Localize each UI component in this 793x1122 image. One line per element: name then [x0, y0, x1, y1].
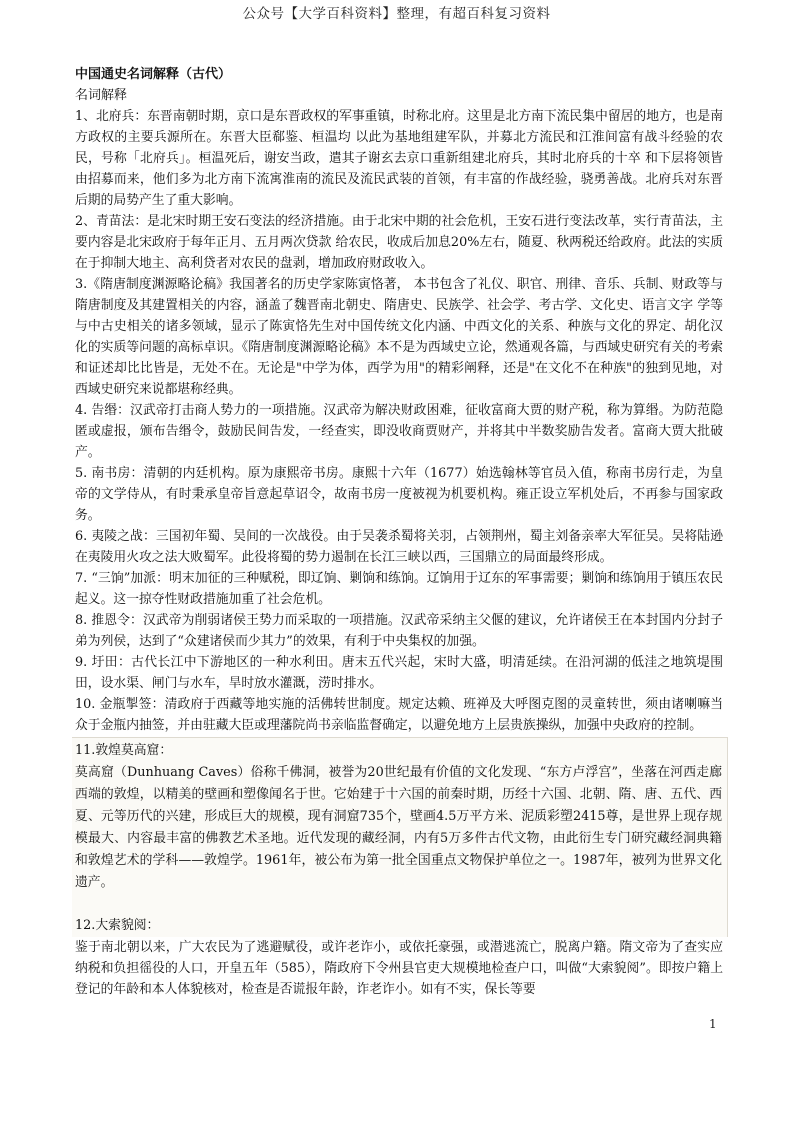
term-entry-8: 8. 推恩令：汉武帝为削弱诸侯王势力而采取的一项措施。汉武帝采纳主父偃的建议，允许诸侯王在本封国内分封子弟为列侯，达到了“众建诸侯而少其力”的效果，有利于中央集权的加强。 [75, 613, 723, 649]
page-number: 1 [709, 1017, 717, 1031]
term-entry-10: 10. 金瓶掣签：清政府于西藏等地实施的活佛转世制度。规定达赖、班禅及大呼图克图的灵童转世，须由诸喇嘛当众于金瓶内抽签，并由驻藏大臣或理藩院尚书亲临监督确定，以避免地方上层贵族操纵，加强中央政府的控制。 [75, 697, 723, 733]
term-entry-4: 4. 告缗：汉武帝打击商人势力的一项措施。汉武帝为解决财政困难，征收富商大贾的财产税，称为算缗。为防范隐匿或虚报，颁布告缗令，鼓励民间告发，一经查实，即没收商贾财产，并将其中半数奖励告发者。富商大贾大批破产。 [75, 403, 723, 460]
term-entry-3: 3.《隋唐制度渊源略论稿》我国著名的历史学家陈寅恪著， 本书包含了礼仪、职官、刑律、音乐、兵制、财政等与隋唐制度及其建置相关的内容，涵盖了魏晋南北朝史、隋唐史、民族学、社会学、考古学、文化史、语言文字 学等与中古史相关的诸多领域，显示了陈寅恪先生对中国传统文化内涵、中西文化的关系、种族与文化的界定、胡化汉化的实质等问题的高标卓识。《隋唐制度渊源略论稿》本不是为西域史立论，然通观各篇，与西域史研究有关的考索和证述却比比皆是，无处不在。无论是"中学为体，西学为用"的精彩阐释，还是"在文化不在种族"的独到见地，对西域史研究来说都堪称经典。 [75, 277, 723, 397]
term-entry-12-heading: 12.大索貌阅： [75, 918, 160, 933]
boxed-entry-mogao [72, 737, 728, 937]
page-header: 公众号【大学百科资料】整理，有超百科复习资料 [242, 6, 551, 22]
term-entry-7: 7. “三饷”加派：明末加征的三种赋税，即辽饷、剿饷和练饷。辽饷用于辽东的军事需要；剿饷和练饷用于镇压农民起义。这一掠夺性财政措施加重了社会危机。 [75, 571, 723, 607]
term-entry-12: 鉴于南北朝以来，广大农民为了逃避赋役，或许老诈小，或依托豪强，或潜逃流亡，脱离户籍。隋文帝为了查实应纳税和负担徭役的人口，开皇五年（585），隋政府下令州县官吏大规模地检查户口，叫做“大索貌阅”。即按户籍上登记的年龄和本人体貌核对，检查是否谎报年龄，诈老诈小。如有不实，保长等要 [75, 940, 723, 997]
document-body [75, 64, 723, 1000]
term-entry-5: 5. 南书房：清朝的内廷机构。原为康熙帝书房。康熙十六年（1677）始选翰林等官员入值，称南书房行走，为皇帝的文学侍从，有时秉承皇帝旨意起草诏令，故南书房一度被视为机要机构。雍正设立军机处后，不再参与国家政务。 [75, 466, 723, 523]
term-entry-2: 2、青苗法：是北宋时期王安石变法的经济措施。由于北宋中期的社会危机，王安石进行变法改革，实行青苗法，主要内容是北宋政府于每年正月、五月两次贷款 给农民，收成后加息20%左右，随夏、秋两税还给政府。此法的实质在于抑制大地主、高利贷者对农民的盘剥，增加政府财政收入。 [75, 214, 723, 271]
spacer [75, 894, 722, 915]
term-entry-11-heading: 11.敦煌莫高窟： [75, 743, 173, 758]
section-subtitle: 名词解释 [75, 88, 128, 103]
term-entry-11: 莫高窟（Dunhuang Caves）俗称千佛洞，被誉为20世纪最有价值的文化发现、“东方卢浮宫”，坐落在河西走廊西端的敦煌，以精美的壁画和塑像闻名于世。它始建于十六国的前秦时期，历经十六国、北朝、隋、唐、五代、西夏、元等历代的兴建，形成巨大的规模，现有洞窟735个，壁画4.5万平方米、泥质彩塑2415尊，是世界上现存规模最大、内容最丰富的佛教艺术圣地。近代发现的藏经洞，内有5万多件古代文物，由此衍生专门研究藏经洞典籍和敦煌艺术的学科——敦煌学。1961年，被公布为第一批全国重点文物保护单位之一。1987年，被列为世界文化遗产。 [75, 765, 722, 890]
term-entry-1: 1、北府兵：东晋南朝时期，京口是东晋政权的军事重镇，时称北府。这里是北方南下流民集中留居的地方，也是南方政权的主要兵源所在。东晋大臣郗鉴、桓温均 以此为基地组建军队，并募北方流民和江淮间富有战斗经验的农民，号称「北府兵」。桓温死后，谢安当政，遣其子谢玄去京口重新组建北府兵，其时北府兵的十卒 和下层将领皆由招募而来，他们多为北方南下流寓淮南的流民及流民武装的首领，有丰富的作战经验，骁勇善战。北府兵对东晋后期的局势产生了重大影响。 [75, 109, 723, 208]
document-title: 中国通史名词解释（古代） [75, 67, 232, 82]
term-entry-6: 6. 夷陵之战：三国初年蜀、吴间的一次战役。由于吴袭杀蜀将关羽，占领荆州，蜀主刘备亲率大军征吴。吴将陆逊在夷陵用火攻之法大败蜀军。此役将蜀的势力遏制在长江三峡以西，三国鼎立的局面最终形成。 [75, 529, 723, 565]
term-entry-9: 9. 圩田：古代长江中下游地区的一种水利田。唐末五代兴起，宋时大盛，明清延续。在沿河湖的低洼之地筑堤围田，设水渠、闸门与水车，旱时放水灌溉，涝时排水。 [75, 655, 723, 691]
